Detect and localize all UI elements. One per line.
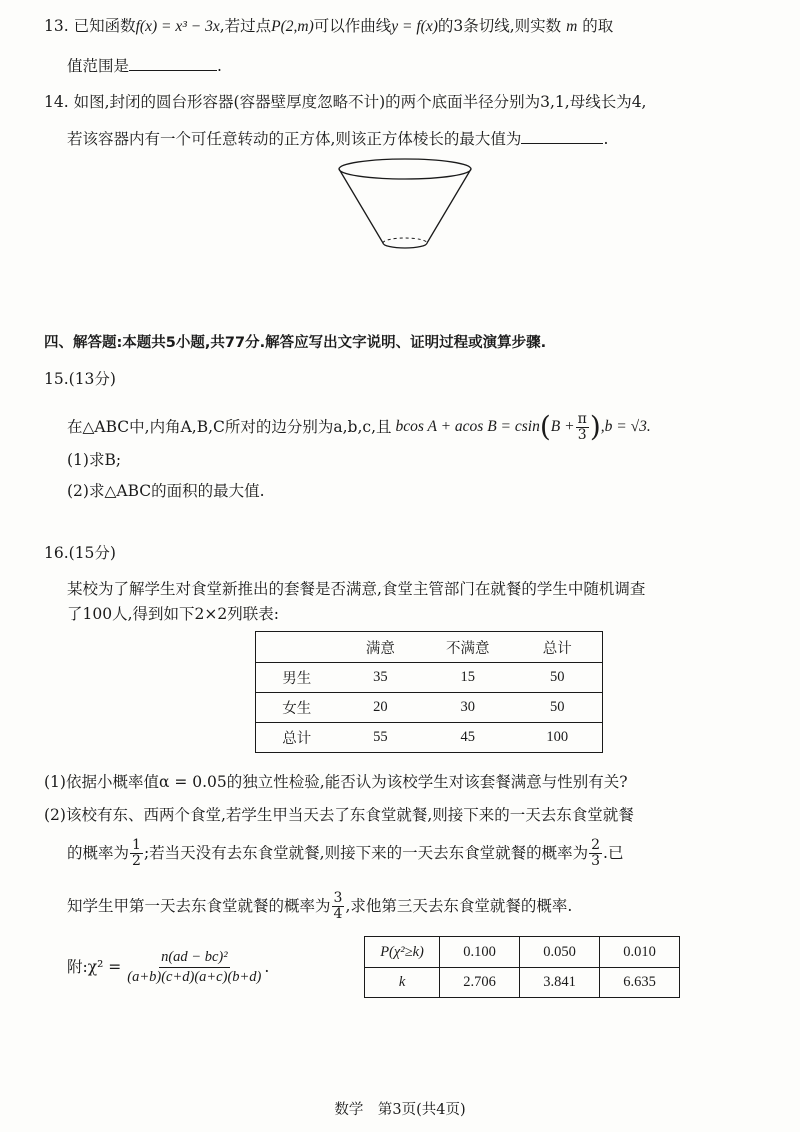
table-cell: 45 xyxy=(460,729,475,745)
table-cell: 男生 xyxy=(282,671,312,687)
question-14-line2 xyxy=(67,128,608,150)
table-row xyxy=(256,663,603,693)
function-expression: f(x) = x³ − 3x xyxy=(135,18,220,35)
frustum-figure xyxy=(330,155,480,255)
q16-text: ;若当天没有去东食堂就餐,则接下来的一天去东食堂就餐的概率为 xyxy=(143,844,589,862)
q15-part1: (1)求B; xyxy=(67,451,122,469)
table-header-row xyxy=(256,632,603,663)
q14-text-line2: 若该容器内有一个可任意转动的正方体,则该正方体棱长的最大值为 xyxy=(67,130,522,148)
table-row xyxy=(365,937,680,968)
table-cell: 6.635 xyxy=(623,974,656,990)
frac-numerator: 1 xyxy=(132,836,141,853)
frac-denominator: (a+b)(c+d)(a+c)(b+d) xyxy=(127,968,262,985)
table-header-cell xyxy=(256,632,338,663)
chi-square-fraction xyxy=(125,948,263,987)
question-14 xyxy=(44,91,646,113)
table-cell: 20 xyxy=(373,699,388,715)
formula-label: 附:χ² = xyxy=(67,958,122,976)
table-cell: k xyxy=(365,968,440,998)
frac-denominator: 3 xyxy=(577,426,587,443)
q13-text-d: 的3条切线,则实数 xyxy=(437,17,562,35)
q13-text-a: 已知函数 xyxy=(73,17,136,35)
table-cell: 35 xyxy=(373,669,388,685)
q16-stem-line2: 了100人,得到如下2×2列联表: xyxy=(67,605,279,623)
frac-numerator: n(ad − bc)² xyxy=(159,948,229,968)
table-cell: 15 xyxy=(460,669,475,685)
table-cell: 0.010 xyxy=(623,943,656,960)
q16-stem-line1: 某校为了解学生对食堂新推出的套餐是否满意,食堂主管部门在就餐的学生中随机调查 xyxy=(67,580,646,598)
section-heading: 四、解答题:本题共5小题,共77分.解答应写出文字说明、证明过程或演算步骤. xyxy=(44,335,547,351)
fraction-2-3 xyxy=(589,838,602,869)
fraction-3-4 xyxy=(332,891,345,922)
question-15-stem xyxy=(67,410,651,444)
question-13 xyxy=(44,15,613,38)
point-p: P(2,m) xyxy=(271,18,314,35)
question-13-line2 xyxy=(67,55,222,77)
frac-numerator: π xyxy=(577,410,587,427)
question-16-header: 16.(15分) xyxy=(44,544,116,562)
table-cell: 55 xyxy=(373,729,388,745)
table-header-cell: 不满意 xyxy=(445,640,490,657)
q14-text-line1: 如图,封闭的圆台形容器(容器壁厚度忽略不计)的两个底面半径分别为3,1,母线长为4, xyxy=(73,93,647,111)
table-row xyxy=(256,693,603,723)
frac-denominator: 3 xyxy=(591,852,601,869)
q13-text-b: ,若过点 xyxy=(219,17,272,35)
q16-text: ,求他第三天去东食堂就餐的概率. xyxy=(345,897,573,915)
question-number: 14. xyxy=(44,93,69,111)
fraction-1-2 xyxy=(130,838,143,869)
table-header-cell: 满意 xyxy=(365,640,395,657)
q15-paren-content: B + xyxy=(550,418,575,435)
curve-expression: y = f(x) xyxy=(391,18,438,35)
table-cell: 50 xyxy=(549,669,565,685)
q16-text: 知学生甲第一天去东食堂就餐的概率为 xyxy=(67,897,331,915)
frac-numerator: 3 xyxy=(333,889,343,906)
q16-part1: (1)依据小概率值α = 0.05的独立性检验,能否认为该校学生对该套餐满意与性别有关? xyxy=(44,773,628,791)
table-header-cell: 总计 xyxy=(542,640,572,657)
q16-text: 的概率为 xyxy=(67,844,130,862)
table-cell: P(χ²≥k) xyxy=(365,937,440,968)
table-row xyxy=(256,723,603,753)
q14-end: . xyxy=(603,130,609,148)
right-paren: ) xyxy=(589,410,601,443)
table-cell: 3.841 xyxy=(520,968,600,998)
period: . xyxy=(264,958,270,976)
q15-equation: bcos A + acos B = csin xyxy=(395,418,540,435)
q16-part2-line3 xyxy=(67,886,572,926)
table-cell: 30 xyxy=(460,699,475,715)
chi-square-formula xyxy=(67,945,269,989)
table-cell: 100 xyxy=(546,729,569,745)
table-cell: 50 xyxy=(549,699,565,715)
page-footer: 数学 第3页(共4页) xyxy=(334,1102,466,1118)
question-15-header: 15.(13分) xyxy=(44,370,116,388)
contingency-table xyxy=(255,631,603,753)
left-paren: ( xyxy=(539,410,551,443)
q15-text-b: ,b = √3. xyxy=(600,418,651,435)
frac-numerator: 2 xyxy=(591,836,601,853)
q13-text-line2: 值范围是 xyxy=(67,57,130,75)
q15-part2: (2)求△ABC的面积的最大值. xyxy=(67,482,265,500)
table-cell: 总计 xyxy=(282,731,312,747)
critical-value-table xyxy=(364,936,680,998)
q16-part2-line2 xyxy=(67,833,623,873)
q13-end: . xyxy=(217,57,222,75)
table-cell: 2.706 xyxy=(440,968,520,998)
q13-text-e: 的取 xyxy=(582,17,614,35)
table-cell: 女生 xyxy=(282,701,312,717)
answer-blank xyxy=(129,70,217,71)
pi-over-3 xyxy=(576,412,589,443)
q16-text: .已 xyxy=(603,844,624,862)
frac-denominator: 2 xyxy=(132,852,141,869)
table-cell: 0.050 xyxy=(520,937,600,968)
q16-part2-line1: (2)该校有东、西两个食堂,若学生甲当天去了东食堂就餐,则接下来的一天去东食堂就餐 xyxy=(44,806,634,824)
variable-m: m xyxy=(566,18,578,35)
table-cell: 0.100 xyxy=(440,937,520,968)
answer-blank xyxy=(521,143,603,144)
question-number: 13. xyxy=(44,17,69,35)
q15-text-a: 在△ABC中,内角A,B,C所对的边分别为a,b,c,且 xyxy=(67,418,392,436)
table-row xyxy=(365,968,680,998)
q13-text-c: 可以作曲线 xyxy=(313,17,392,35)
frac-denominator: 4 xyxy=(333,905,343,922)
